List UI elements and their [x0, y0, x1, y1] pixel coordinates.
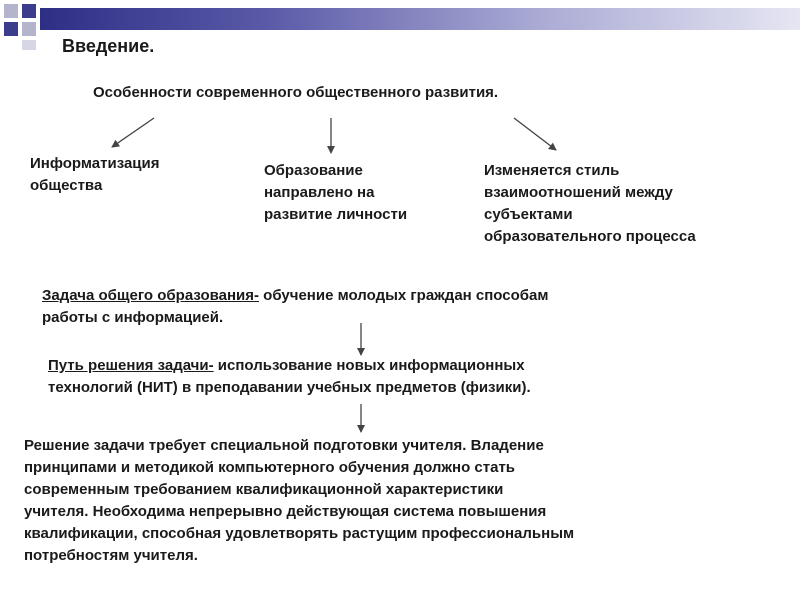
conclusion-block — [24, 435, 574, 567]
solution-path-line1: использование новых информационных — [213, 357, 525, 374]
node-line: развитие личности — [264, 206, 408, 223]
node-line: субъектами — [484, 206, 573, 223]
conclusion-line: потребностям учителя. — [24, 547, 198, 564]
slide-title: Введение. — [62, 36, 155, 56]
task-text-line1: обучение молодых граждан способам — [259, 287, 549, 304]
node-line: взаимоотношений между — [484, 184, 673, 201]
node-line: Информатизация — [30, 155, 160, 172]
task-block — [42, 285, 548, 329]
node-relationship-style — [484, 160, 696, 248]
arrow-to-left-node — [112, 118, 154, 147]
slide-subtitle: Особенности современного общественного развития. — [93, 84, 499, 101]
node-education — [264, 160, 407, 226]
solution-path-block — [48, 355, 531, 399]
node-line: Изменяется стиль — [484, 162, 620, 179]
node-informatization — [30, 153, 160, 197]
task-label: Задача общего образования- — [42, 287, 260, 304]
node-line: направлено на — [264, 184, 375, 201]
node-line: общества — [30, 177, 103, 194]
task-text-line2: работы с информацией. — [42, 309, 224, 326]
conclusion-line: Решение задачи требует специальной подготовки учителя. Владение — [24, 437, 544, 454]
conclusion-line: принципами и методикой компьютерного обучения должно стать — [24, 459, 516, 476]
node-line: Образование — [264, 162, 363, 179]
conclusion-line: современным требованием квалификационной характеристики — [24, 481, 504, 498]
solution-path-line2: технологий (НИТ) в преподавании учебных предметов (физики). — [48, 379, 531, 396]
node-line: образовательного процесса — [484, 228, 696, 245]
arrow-to-right-node — [514, 118, 556, 150]
conclusion-line: учителя. Необходима непрерывно действующая система повышения — [24, 503, 547, 520]
solution-path-label: Путь решения задачи- — [48, 357, 214, 374]
conclusion-line: квалификации, способная удовлетворять растущим профессиональным — [24, 525, 575, 542]
